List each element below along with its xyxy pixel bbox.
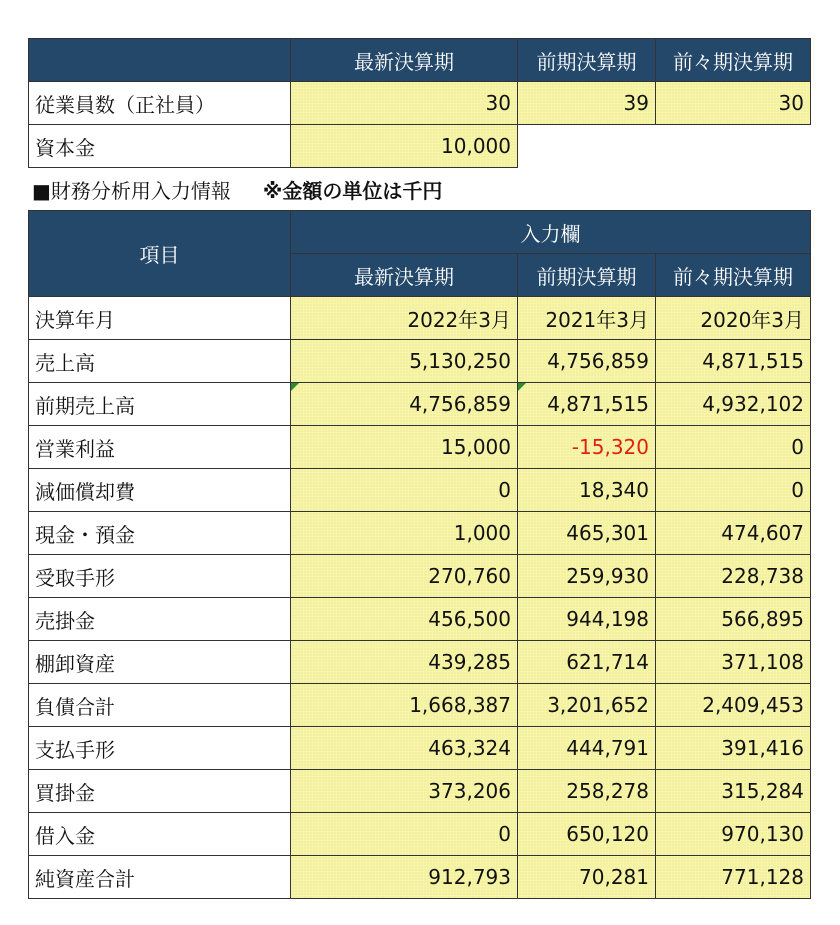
row-label: 現金・預金 xyxy=(29,512,291,555)
row-label: 負債合計 xyxy=(29,684,291,727)
row-label: 減価償却費 xyxy=(29,469,291,512)
value-cell-latest[interactable]: 463,324 xyxy=(291,727,518,770)
table-row xyxy=(29,297,811,340)
table-row xyxy=(29,813,811,856)
header-latest-period: 最新決算期 xyxy=(291,39,518,82)
table-row xyxy=(29,469,811,512)
value-cell-latest[interactable]: 912,793 xyxy=(291,856,518,899)
value-cell-previous[interactable]: 444,791 xyxy=(518,727,656,770)
row-label: 営業利益 xyxy=(29,426,291,469)
value-cell-previous[interactable]: 259,930 xyxy=(518,555,656,598)
row-label: 売上高 xyxy=(29,340,291,383)
value-cell-two-ago[interactable]: 2,409,453 xyxy=(656,684,811,727)
financial-input-table xyxy=(28,210,811,899)
value-cell-two-ago[interactable]: 4,932,102 xyxy=(656,383,811,426)
value-cell-latest[interactable]: 4,756,859 xyxy=(291,383,518,426)
group-header-row xyxy=(29,211,811,254)
value-cell-two-ago[interactable]: 2020年3月 xyxy=(656,297,811,340)
value-cell-two-ago[interactable]: 315,284 xyxy=(656,770,811,813)
value-cell-previous[interactable]: 4,756,859 xyxy=(518,340,656,383)
value-cell-latest[interactable]: 0 xyxy=(291,469,518,512)
value-cell-two-ago[interactable]: 970,130 xyxy=(656,813,811,856)
section-note xyxy=(32,176,442,202)
capital-row xyxy=(29,125,811,168)
table-row xyxy=(29,856,811,899)
value-cell-latest[interactable]: 456,500 xyxy=(291,598,518,641)
table-row xyxy=(29,598,811,641)
header-two-periods-ago: 前々期決算期 xyxy=(656,39,811,82)
table-row xyxy=(29,770,811,813)
value-cell-two-ago[interactable]: 771,128 xyxy=(656,856,811,899)
employees-two-ago-cell[interactable]: 30 xyxy=(656,82,811,125)
value-cell-previous[interactable]: 621,714 xyxy=(518,641,656,684)
value-cell-previous[interactable]: 2021年3月 xyxy=(518,297,656,340)
value-cell-latest[interactable]: 0 xyxy=(291,813,518,856)
value-cell-previous[interactable]: 70,281 xyxy=(518,856,656,899)
row-label: 棚卸資産 xyxy=(29,641,291,684)
financial-rows xyxy=(29,297,811,899)
capital-latest-cell[interactable]: 10,000 xyxy=(291,125,518,168)
row-label: 買掛金 xyxy=(29,770,291,813)
value-cell-previous[interactable]: 3,201,652 xyxy=(518,684,656,727)
value-cell-latest[interactable]: 439,285 xyxy=(291,641,518,684)
value-cell-latest[interactable]: 15,000 xyxy=(291,426,518,469)
header-latest-period: 最新決算期 xyxy=(291,254,518,297)
row-label: 借入金 xyxy=(29,813,291,856)
row-label: 決算年月 xyxy=(29,297,291,340)
value-cell-latest[interactable]: 373,206 xyxy=(291,770,518,813)
company-info-table xyxy=(28,38,811,168)
employees-previous-cell[interactable]: 39 xyxy=(518,82,656,125)
value-cell-two-ago[interactable]: 0 xyxy=(656,426,811,469)
value-cell-latest[interactable]: 5,130,250 xyxy=(291,340,518,383)
value-cell-previous[interactable]: 465,301 xyxy=(518,512,656,555)
row-label: 純資産合計 xyxy=(29,856,291,899)
value-cell-previous[interactable]: 4,871,515 xyxy=(518,383,656,426)
company-info-header-row xyxy=(29,39,811,82)
table-row xyxy=(29,684,811,727)
value-cell-latest[interactable]: 1,000 xyxy=(291,512,518,555)
value-cell-two-ago[interactable]: 371,108 xyxy=(656,641,811,684)
row-label: 売掛金 xyxy=(29,598,291,641)
value-cell-previous[interactable]: 18,340 xyxy=(518,469,656,512)
value-cell-two-ago[interactable]: 4,871,515 xyxy=(656,340,811,383)
row-label: 支払手形 xyxy=(29,727,291,770)
value-cell-latest[interactable]: 2022年3月 xyxy=(291,297,518,340)
value-cell-latest[interactable]: 1,668,387 xyxy=(291,684,518,727)
capital-label: 資本金 xyxy=(29,125,291,168)
header-previous-period: 前期決算期 xyxy=(518,39,656,82)
section-title: ■財務分析用入力情報 xyxy=(32,178,231,203)
row-label: 前期売上高 xyxy=(29,383,291,426)
row-label: 受取手形 xyxy=(29,555,291,598)
value-cell-previous[interactable]: 650,120 xyxy=(518,813,656,856)
table-row xyxy=(29,426,811,469)
table-row xyxy=(29,555,811,598)
table-row xyxy=(29,727,811,770)
value-cell-previous[interactable]: -15,320 xyxy=(518,426,656,469)
value-cell-latest[interactable]: 270,760 xyxy=(291,555,518,598)
value-cell-previous[interactable]: 258,278 xyxy=(518,770,656,813)
item-header: 項目 xyxy=(29,211,291,297)
employees-row xyxy=(29,82,811,125)
value-cell-previous[interactable]: 944,198 xyxy=(518,598,656,641)
employees-label: 従業員数（正社員） xyxy=(29,82,291,125)
employees-latest-cell[interactable]: 30 xyxy=(291,82,518,125)
table-row xyxy=(29,641,811,684)
corner-header-cell xyxy=(29,39,291,82)
unit-note: ※金額の単位は千円 xyxy=(262,178,443,203)
empty-cell xyxy=(518,125,656,168)
header-previous-period: 前期決算期 xyxy=(518,254,656,297)
table-row xyxy=(29,383,811,426)
empty-cell xyxy=(656,125,811,168)
value-cell-two-ago[interactable]: 474,607 xyxy=(656,512,811,555)
value-cell-two-ago[interactable]: 228,738 xyxy=(656,555,811,598)
value-cell-two-ago[interactable]: 391,416 xyxy=(656,727,811,770)
value-cell-two-ago[interactable]: 566,895 xyxy=(656,598,811,641)
value-cell-two-ago[interactable]: 0 xyxy=(656,469,811,512)
header-two-periods-ago: 前々期決算期 xyxy=(656,254,811,297)
input-group-header: 入力欄 xyxy=(291,211,811,254)
table-row xyxy=(29,512,811,555)
table-row xyxy=(29,340,811,383)
